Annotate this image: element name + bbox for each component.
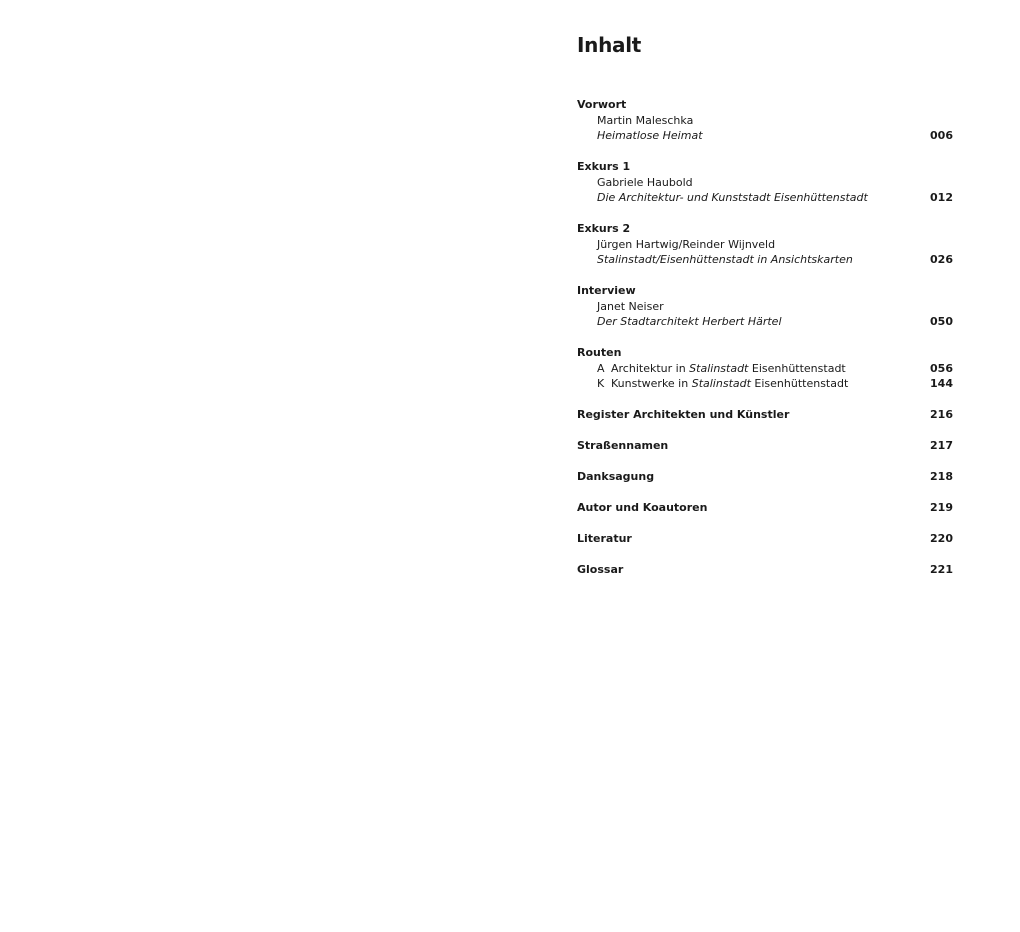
toc-work-title: Die Architektur- und Kunststadt Eisenhüttenstadt: [597, 191, 868, 204]
toc-page-number: 218: [930, 470, 953, 483]
toc-entry-register[interactable]: [577, 407, 955, 423]
toc-heading: Register Architekten und Künstler: [577, 408, 790, 421]
toc-entry-route-k[interactable]: [577, 376, 955, 392]
toc-entry-autoren[interactable]: [577, 500, 955, 516]
route-letter: K: [597, 377, 605, 390]
toc-work-title: Heimatlose Heimat: [597, 129, 703, 142]
toc-page-number: 220: [930, 532, 953, 545]
toc-entry-interview[interactable]: [577, 314, 955, 330]
toc-heading-interview: Interview: [577, 284, 636, 297]
table-of-contents: [577, 97, 955, 578]
toc-heading: Autor und Koautoren: [577, 501, 708, 514]
toc-entry-glossar[interactable]: [577, 562, 955, 578]
toc-entry-exkurs-1[interactable]: [577, 190, 955, 206]
toc-author-exkurs-2: Jürgen Hartwig/Reinder Wijnveld: [597, 237, 776, 251]
toc-page-number: 026: [930, 253, 953, 266]
toc-page-number: 219: [930, 501, 953, 514]
toc-entry-vorwort[interactable]: [577, 128, 955, 144]
toc-work-title: Stalinstadt/Eisenhüttenstadt in Ansichtskarten: [597, 253, 853, 266]
route-text-after: Eisenhüttenstadt: [750, 377, 849, 390]
toc-heading: Danksagung: [577, 470, 655, 483]
toc-page-number: 006: [930, 129, 953, 142]
toc-work-title: Der Stadtarchitekt Herbert Härtel: [597, 315, 782, 328]
toc-page-number: 012: [930, 191, 953, 204]
route-text-before: Architektur in: [611, 361, 690, 375]
toc-author-interview: Janet Neiser: [597, 299, 664, 313]
route-letter: A: [597, 361, 605, 375]
toc-heading: Straßennamen: [577, 439, 669, 452]
toc-heading-exkurs-2: Exkurs 2: [577, 222, 631, 235]
toc-author-exkurs-1: Gabriele Haubold: [597, 175, 693, 189]
toc-entry-exkurs-2[interactable]: [577, 252, 955, 268]
toc-heading-exkurs-1: Exkurs 1: [577, 160, 631, 173]
route-text-italic: Stalinstadt: [689, 361, 749, 375]
toc-entry-literatur[interactable]: [577, 531, 955, 547]
route-text-before: Kunstwerke in: [611, 377, 692, 390]
toc-entry-strassennamen[interactable]: [577, 438, 955, 454]
toc-page-number: 056: [930, 361, 953, 375]
toc-page-number: 050: [930, 315, 953, 328]
toc-page-number: 216: [930, 408, 953, 421]
toc-page-number: 221: [930, 563, 953, 576]
toc-heading: Literatur: [577, 532, 632, 545]
toc-page-number: 144: [930, 377, 953, 390]
toc-heading-routen: Routen: [577, 346, 622, 359]
toc-entry-danksagung[interactable]: [577, 469, 955, 485]
toc-entry-route-a[interactable]: [577, 361, 955, 377]
toc-author-vorwort: Martin Maleschka: [597, 113, 694, 127]
route-text-italic: Stalinstadt: [691, 377, 751, 390]
page-title: Inhalt: [577, 33, 642, 57]
route-text-after: Eisenhüttenstadt: [748, 361, 846, 375]
toc-page-number: 217: [930, 439, 953, 452]
toc-heading: Glossar: [577, 563, 624, 576]
toc-heading-vorwort: Vorwort: [577, 98, 627, 111]
